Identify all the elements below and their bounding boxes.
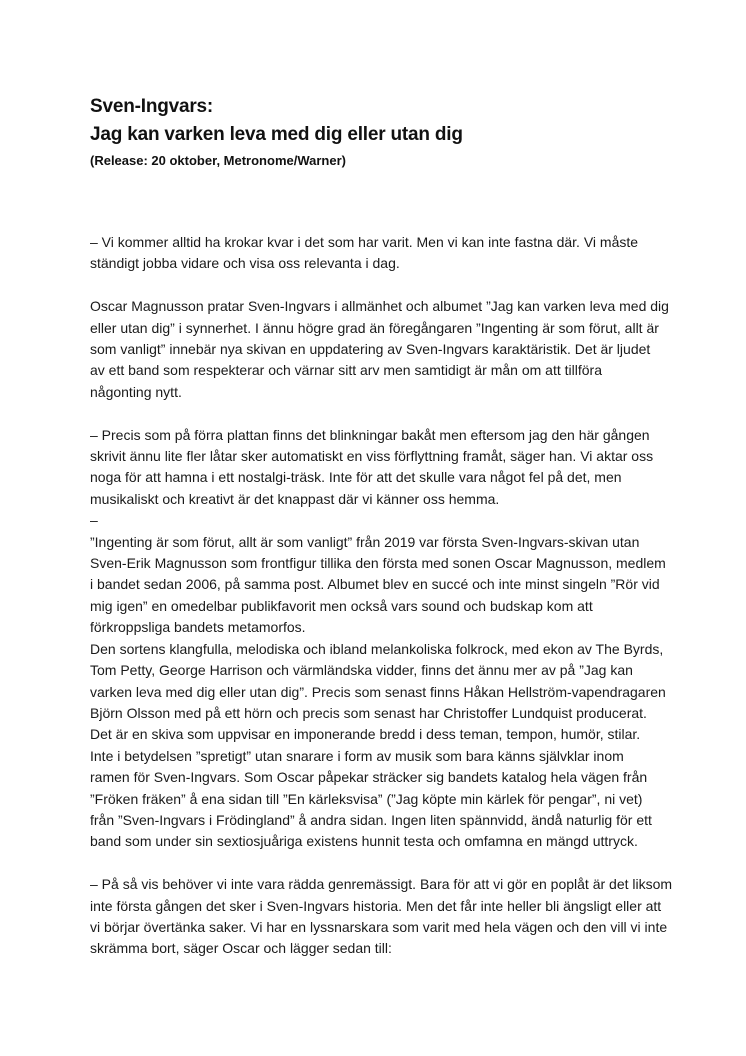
- text-line: mig igen” en omedelbar publikfavorit men också vars sound och budskap kom att: [90, 597, 593, 614]
- text-line: någonting nytt.: [90, 383, 182, 400]
- text-line: som vanligt” innebär nya skivan en uppdatering av Sven-Ingvars karaktäristik. Det är ljudet: [90, 341, 651, 358]
- document-body: [90, 232, 673, 960]
- title-album: Jag kan varken leva med dig eller utan dig: [90, 124, 463, 145]
- text-line: från ”Sven-Ingvars i Frödingland” å andra sidan. Ingen liten spännvidd, ändå naturlig för ett: [90, 811, 652, 828]
- text-line: Björn Olsson med på ett hörn och precis som senast har Christoffer Lundquist producerat.: [90, 704, 647, 721]
- text-line: vi börjar övertänka saker. Vi har en lyssnarskara som varit med hela vägen och den vill vi inte: [90, 918, 668, 935]
- text-line: Tom Petty, George Harrison och värmländska vidder, finns det ännu mer av på ”Jag kan: [90, 662, 633, 679]
- document-header: [90, 93, 670, 170]
- text-line: skrivit ännu lite fler låtar sker automatiskt en viss förflyttning framåt, säger han. Vi aktar oss: [90, 448, 654, 465]
- paragraph: [90, 296, 670, 403]
- text-line: Den sortens klangfulla, melodiska och ibland melankoliska folkrock, med ekon av The Byrds,: [90, 640, 664, 657]
- paragraph-gap: [90, 853, 670, 874]
- text-line: – På så vis behöver vi inte vara rädda genremässigt. Bara för att vi gör en poplåt är det liksom: [90, 876, 673, 893]
- text-line: ”Ingenting är som förut, allt är som vanligt” från 2019 var första Sven-Ingvars-skivan utan: [90, 533, 640, 550]
- text-line: band som under sin sextiosjuåriga existens hunnit testa och omfamna en mängd uttryck.: [90, 833, 638, 850]
- text-line: ”Fröken fräken” å ena sidan till ”En kärleksvisa” (”Jag köpte min kärlek för pengar”, ni vet): [90, 790, 643, 807]
- text-line: – Vi kommer alltid ha krokar kvar i det som har varit. Men vi kan inte fastna där. Vi måste: [90, 234, 639, 250]
- text-line: varken leva med dig eller utan dig”. Precis som senast finns Håkan Hellström-vapendragaren: [90, 683, 666, 700]
- text-line: Sven-Erik Magnusson som frontfigur tillika den första med sonen Oscar Magnusson, medlem: [90, 555, 666, 572]
- text-line: Inte i betydelsen ”spretigt” utan snarare i form av musik som bara känns självklar inom: [90, 747, 624, 764]
- paragraph: [90, 232, 670, 275]
- text-line: förkroppsliga bandets metamorfos.: [90, 619, 306, 636]
- text-line: i bandet sedan 2006, på samma post. Albumet blev en succé och inte minst singeln ”Rör vid: [90, 576, 660, 593]
- release-info: (Release: 20 oktober, Metronome/Warner): [90, 153, 346, 168]
- paragraph-gap: [90, 403, 670, 424]
- paragraph: [90, 425, 670, 853]
- text-line: eller utan dig” i synnerhet. I ännu högre grad än föregångaren ”Ingenting är som förut, allt är: [90, 319, 659, 336]
- text-line: av ett band som respekterar och värnar sitt arv men samtidigt är mån om att tillföra: [90, 362, 602, 379]
- text-line: skrämma bort, säger Oscar och lägger sedan till:: [90, 940, 392, 957]
- paragraph-gap: [90, 275, 670, 296]
- text-line: ständigt jobba vidare och visa oss relevanta i dag.: [90, 255, 400, 272]
- text-line: Det är en skiva som uppvisar en imponerande bredd i dess teman, tempon, humör, stilar.: [90, 726, 641, 743]
- paragraph: [90, 874, 673, 960]
- text-line: musikaliskt och kreativt är det knappast där vi känner oss hemma.: [90, 490, 500, 507]
- title-artist: Sven-Ingvars:: [90, 96, 214, 117]
- text-line: noga för att hamna i ett nostalgi-träsk. Inte för att det skulle vara något fel på det, men: [90, 469, 622, 486]
- text-line: Oscar Magnusson pratar Sven-Ingvars i allmänhet och albumet ”Jag kan varken leva med dig: [90, 298, 669, 315]
- text-line: inte första gången det sker i Sven-Ingvars historia. Men det får inte heller bli ängsligt eller att: [90, 897, 662, 914]
- text-line: – Precis som på förra plattan finns det blinkningar bakåt men eftersom jag den här gången: [90, 426, 650, 443]
- text-line: –: [90, 512, 98, 529]
- text-line: ramen för Sven-Ingvars. Som Oscar påpekar sträcker sig bandets katalog hela vägen från: [90, 769, 648, 786]
